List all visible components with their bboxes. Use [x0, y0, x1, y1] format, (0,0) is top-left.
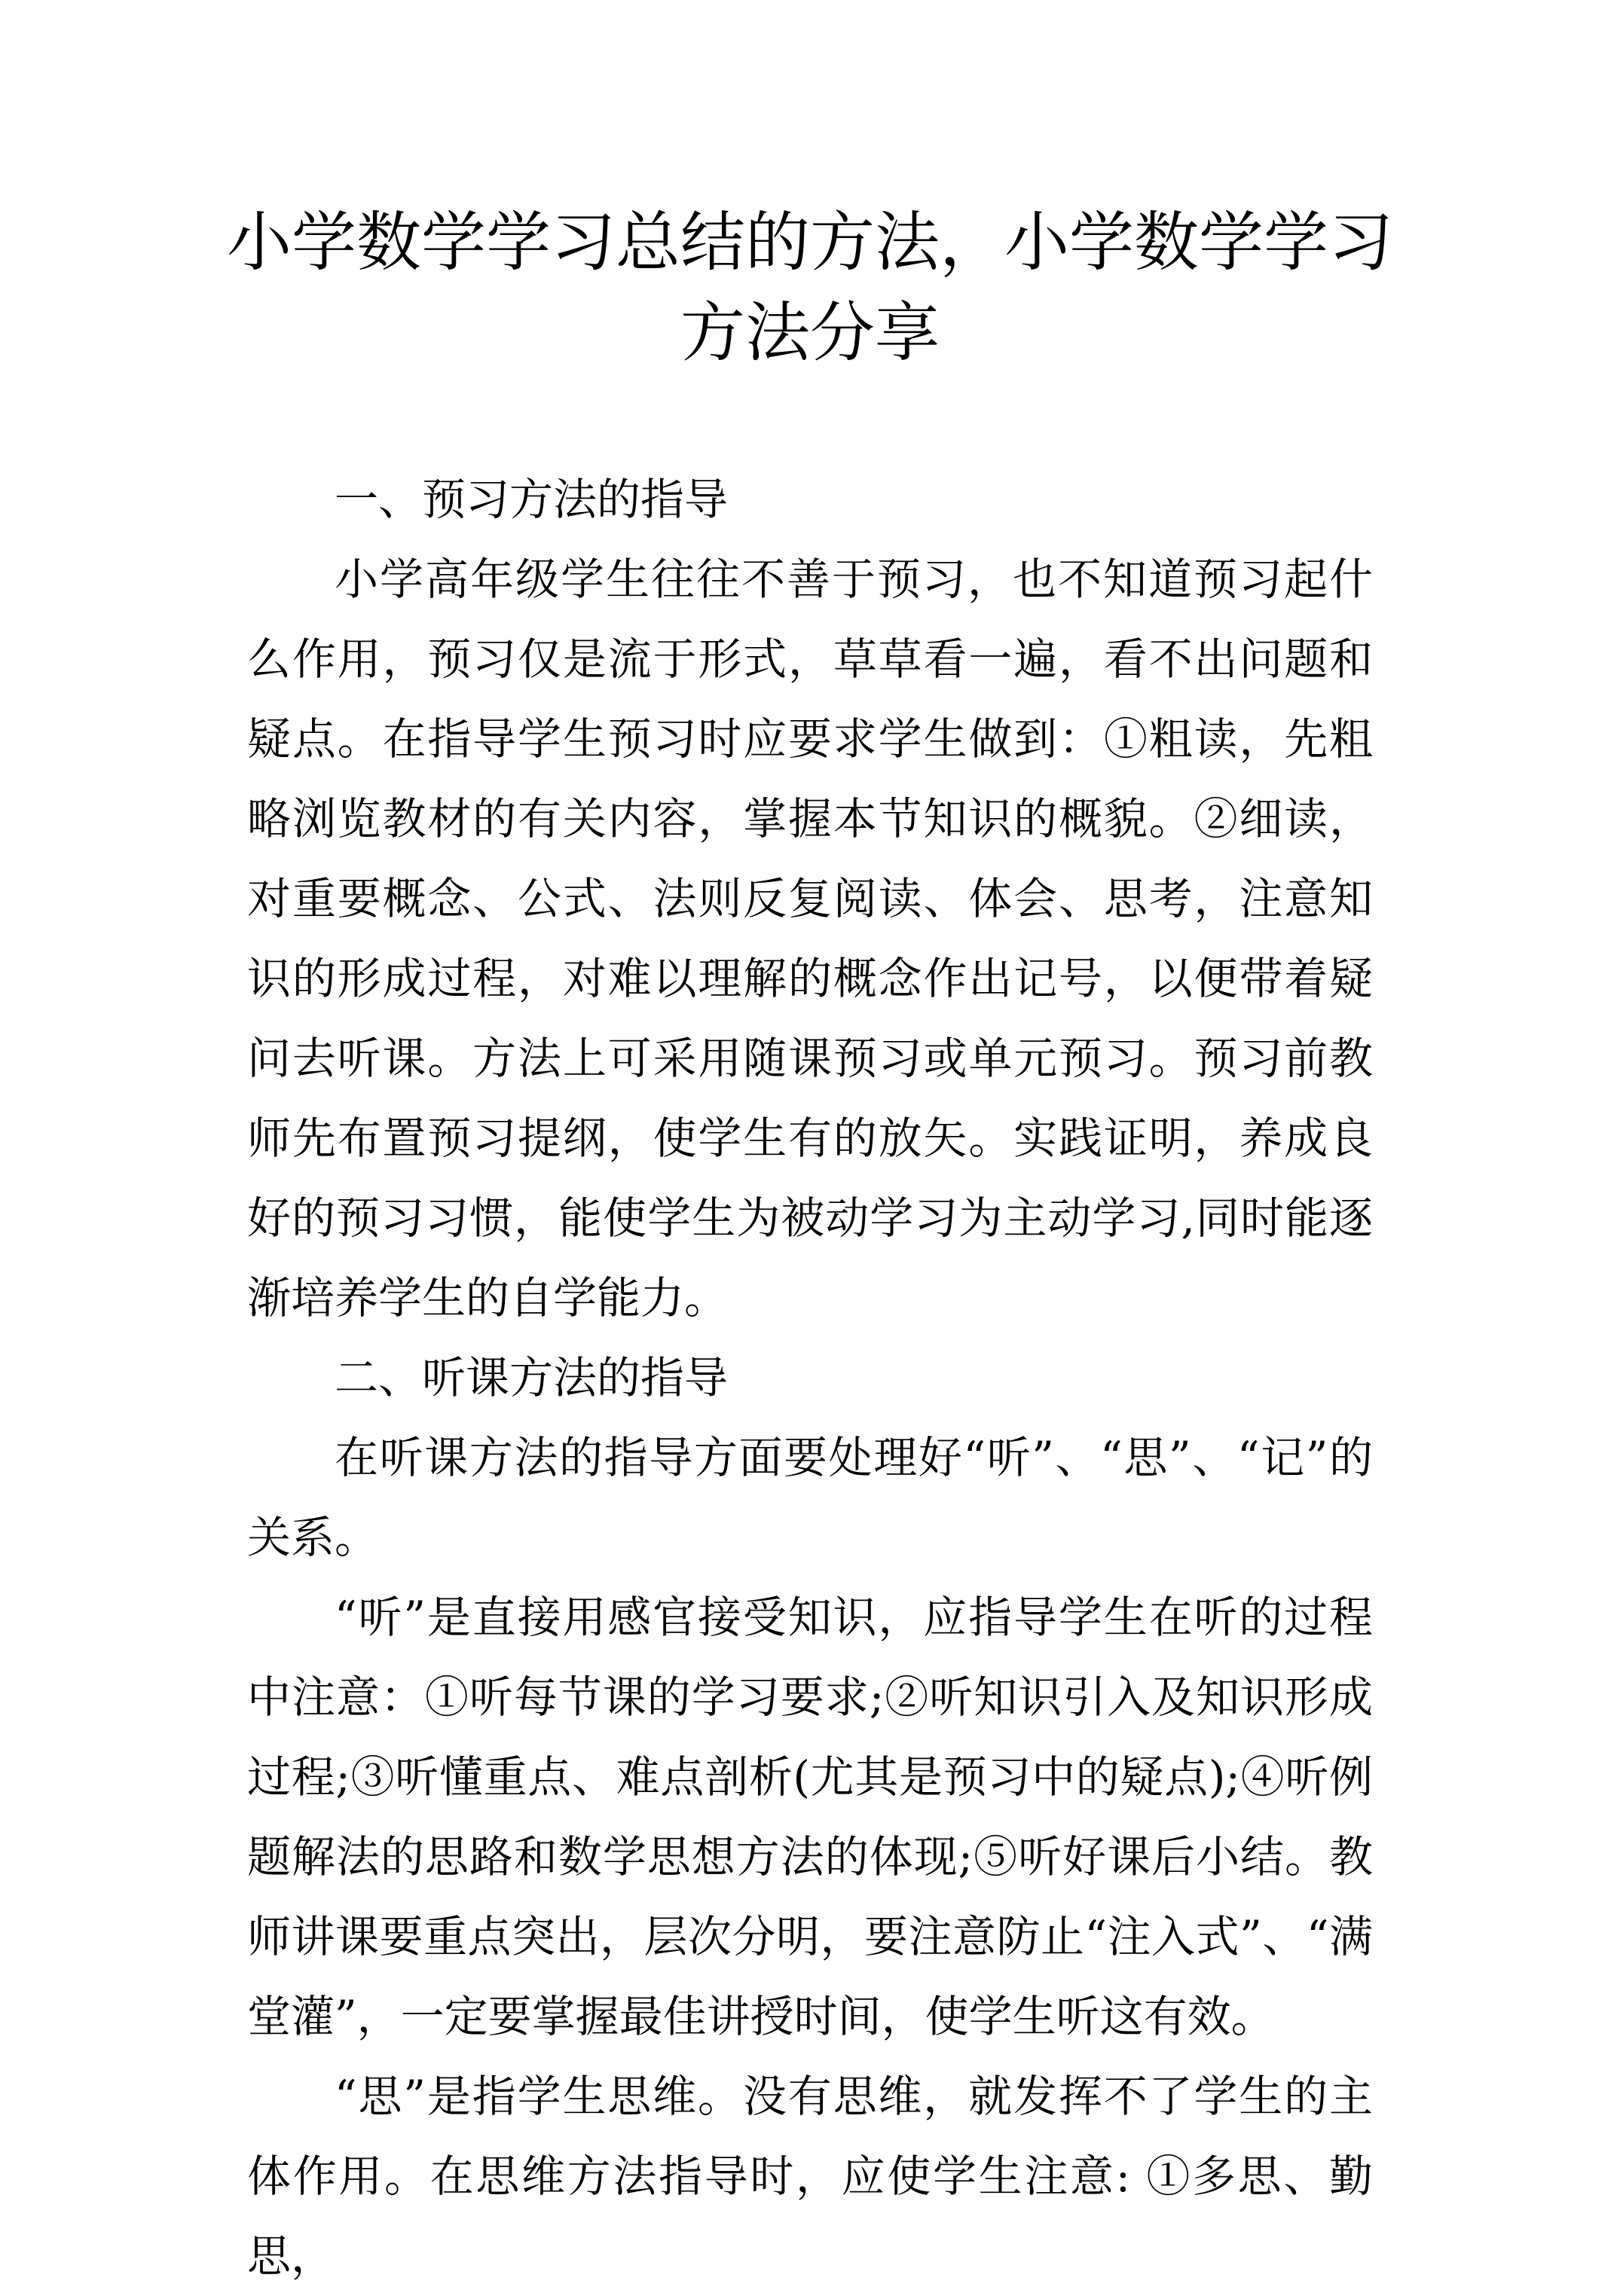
document-title: 小学数学学习总结的方法，小学数学学习方法分享: [227, 205, 1393, 371]
paragraph-listening-detail: “听”是直接用感官接受知识，应指导学生在听的过程中注意：①听每节课的学习要求;②听知识引入及知识形成过程;③听懂重点、难点剖析(尤其是预习中的疑点);④听例题解法的思路和数学思想方法的体现;⑤听好课后小结。教师讲课要重点突出，层次分明，要注意防止“注入式”、“满堂灌”，一定要掌握最佳讲授时间，使学生听这有效。: [247, 1592, 1373, 2042]
section-heading-preview: 一、预习方法的指导: [335, 474, 729, 525]
paragraph-preview-method: 小学高年级学生往往不善于预习，也不知道预习起什么作用，预习仅是流于形式，草草看一遍，看不出问题和疑点。在指导学生预习时应要求学生做到：①粗读，先粗略浏览教材的有关内容，掌握本节知识的概貌。②细读，对重要概念、公式、法则反复阅读、体会、思考，注意知识的形成过程，对难以理解的概念作出记号，以便带着疑问去听课。方法上可采用随课预习或单元预习。预习前教师先布置预习提纲，使学生有的放矢。实践证明，养成良好的预习习惯，能使学生为被动学习为主动学习,同时能逐渐培养学生的自学能力。: [247, 554, 1373, 1324]
paragraph-thinking: “思”是指学生思维。没有思维，就发挥不了学生的主体作用。在思维方法指导时，应使学生注意: ①多思、勤思，: [247, 2071, 1373, 2282]
document-body: [247, 460, 1373, 2296]
paragraph-listening-intro: 在听课方法的指导方面要处理好“听”、“思”、“记”的关系。: [247, 1432, 1373, 1563]
section-heading-listening: 二、听课方法的指导: [335, 1352, 729, 1403]
